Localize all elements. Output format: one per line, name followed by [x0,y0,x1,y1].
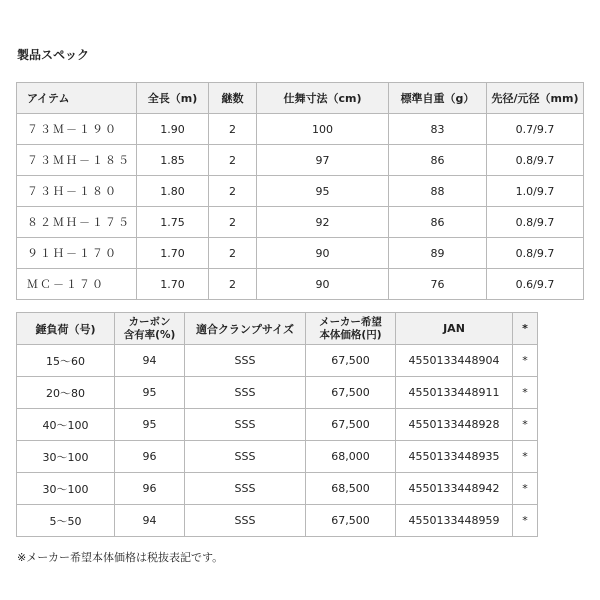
closed-length-value: 95 [257,176,389,207]
clamp-value: SSS [185,409,306,441]
carbon-value: 95 [115,377,185,409]
header-sections: 継数 [209,83,257,114]
spec-table [16,82,584,300]
lure-weight-value: 30～100 [17,473,115,505]
mark-value: * [513,473,538,505]
sections-value: 2 [209,269,257,300]
clamp-value: SSS [185,377,306,409]
header-lure-weight: 錘負荷（号) [17,313,115,345]
tip-butt-value: 0.7/9.7 [487,114,584,145]
mark-value: * [513,377,538,409]
price-value: 68,000 [306,441,396,473]
sections-value: 2 [209,145,257,176]
header-price [306,313,396,345]
clamp-value: SSS [185,441,306,473]
header-weight: 標準自重（g） [389,83,487,114]
tip-butt-value: 0.8/9.7 [487,145,584,176]
header-clamp-size: 適合クランプサイズ [185,313,306,345]
table-row [17,114,584,145]
mark-value: * [513,409,538,441]
length-value: 1.70 [137,269,209,300]
mark-value: * [513,345,538,377]
lure-weight-value: 40～100 [17,409,115,441]
lure-weight-value: 5～50 [17,505,115,537]
mark-value: * [513,441,538,473]
item-name: ＭＣ－１７０ [17,269,137,300]
header-price-line2: 本体価格(円) [319,328,382,341]
table-row [17,207,584,238]
tip-butt-value: 0.8/9.7 [487,207,584,238]
header-carbon [115,313,185,345]
weight-value: 86 [389,207,487,238]
jan-value: 4550133448928 [396,409,513,441]
carbon-value: 95 [115,409,185,441]
carbon-value: 94 [115,505,185,537]
price-value: 67,500 [306,505,396,537]
clamp-value: SSS [185,505,306,537]
header-jan: JAN [396,313,513,345]
table-row [17,441,538,473]
table-row [17,176,584,207]
jan-value: 4550133448904 [396,345,513,377]
jan-value: 4550133448935 [396,441,513,473]
header-price-line1: メーカー希望 [319,315,382,328]
length-value: 1.80 [137,176,209,207]
sections-value: 2 [209,238,257,269]
price-note: ※メーカー希望本体価格は税抜表記です。 [17,551,224,564]
spec-title: 製品スペック [17,48,90,62]
table-row [17,269,584,300]
table-row [17,345,538,377]
length-value: 1.70 [137,238,209,269]
length-value: 1.85 [137,145,209,176]
spec-table-header-row [17,83,584,114]
weight-value: 83 [389,114,487,145]
table-row [17,409,538,441]
length-value: 1.75 [137,207,209,238]
carbon-value: 96 [115,441,185,473]
jan-value: 4550133448959 [396,505,513,537]
lure-weight-value: 20～80 [17,377,115,409]
jan-value: 4550133448911 [396,377,513,409]
sections-value: 2 [209,176,257,207]
item-name: ７３Ｍ－１９０ [17,114,137,145]
lure-weight-value: 30～100 [17,441,115,473]
weight-value: 76 [389,269,487,300]
header-carbon-line2: 含有率(%) [123,328,176,341]
closed-length-value: 90 [257,269,389,300]
sections-value: 2 [209,207,257,238]
clamp-value: SSS [185,345,306,377]
table-row [17,238,584,269]
price-table [16,312,538,537]
header-closed-length: 仕舞寸法（cm) [257,83,389,114]
item-name: ７３ＭＨ－１８５ [17,145,137,176]
lure-weight-value: 15～60 [17,345,115,377]
sections-value: 2 [209,114,257,145]
header-item: アイテム [17,83,137,114]
price-value: 67,500 [306,377,396,409]
weight-value: 86 [389,145,487,176]
closed-length-value: 97 [257,145,389,176]
tip-butt-value: 1.0/9.7 [487,176,584,207]
header-carbon-line1: カーボン [128,315,171,328]
price-value: 67,500 [306,345,396,377]
weight-value: 88 [389,176,487,207]
table-row [17,145,584,176]
header-mark: * [513,313,538,345]
length-value: 1.90 [137,114,209,145]
carbon-value: 94 [115,345,185,377]
weight-value: 89 [389,238,487,269]
item-name: ７３Ｈ－１８０ [17,176,137,207]
table-row [17,377,538,409]
closed-length-value: 90 [257,238,389,269]
item-name: ９１Ｈ－１７０ [17,238,137,269]
table-row [17,505,538,537]
closed-length-value: 92 [257,207,389,238]
closed-length-value: 100 [257,114,389,145]
tip-butt-value: 0.6/9.7 [487,269,584,300]
carbon-value: 96 [115,473,185,505]
item-name: ８２ＭＨ－１７５ [17,207,137,238]
price-table-header-row [17,313,538,345]
price-value: 67,500 [306,409,396,441]
table-row [17,473,538,505]
header-tip-butt: 先径/元径（mm) [487,83,584,114]
clamp-value: SSS [185,473,306,505]
jan-value: 4550133448942 [396,473,513,505]
price-value: 68,500 [306,473,396,505]
header-length: 全長（m) [137,83,209,114]
tip-butt-value: 0.8/9.7 [487,238,584,269]
mark-value: * [513,505,538,537]
